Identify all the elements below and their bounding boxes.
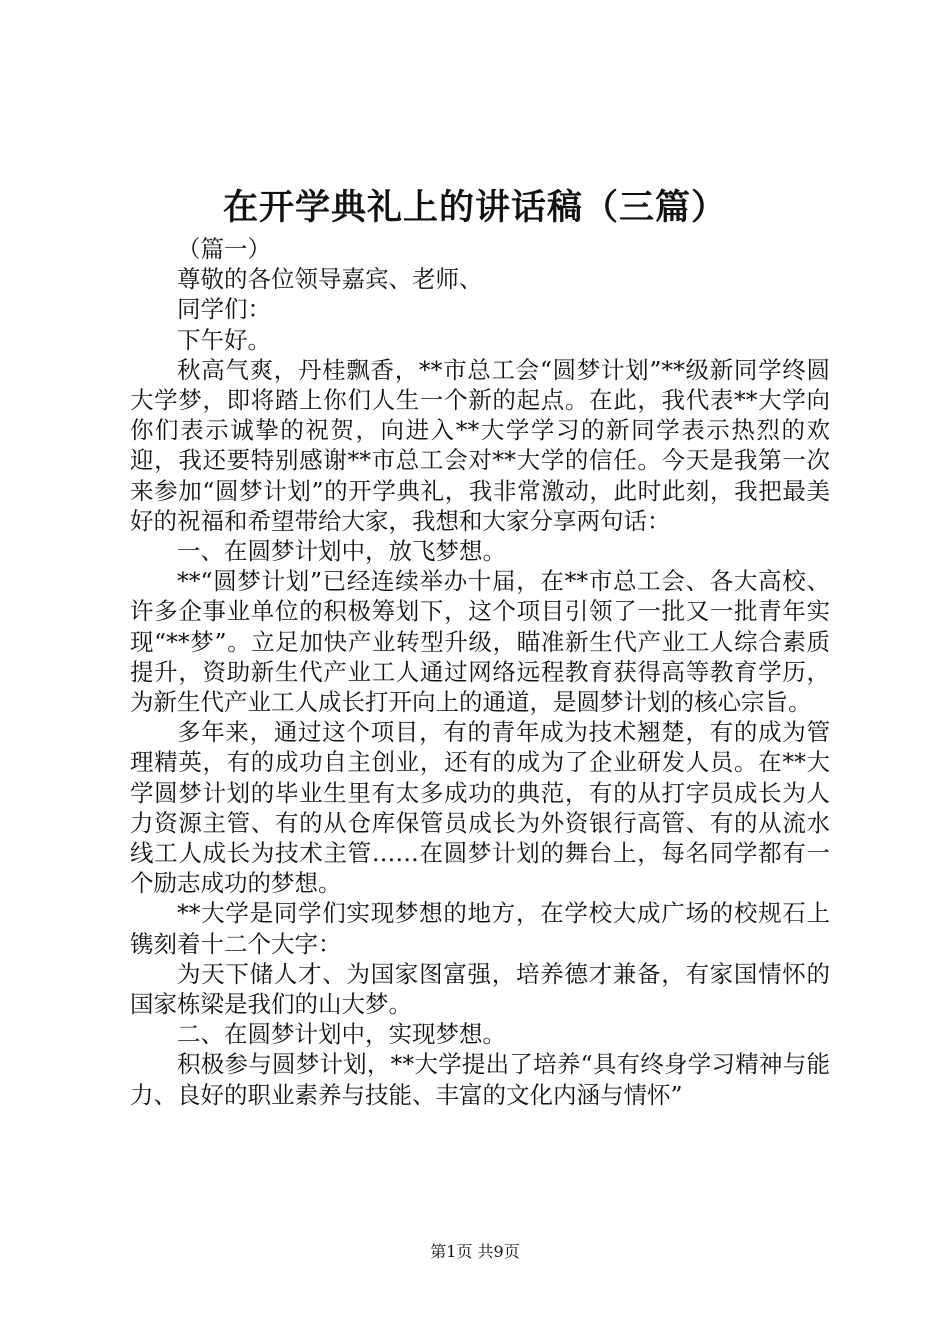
greeting: 下午好。 xyxy=(177,325,271,354)
body-paragraph: **大学是同学们实现梦想的地方，在学校大成广场的校规石上镌刻着十二个大字： xyxy=(130,899,830,958)
section-heading-1: 一、在圆梦计划中，放飞梦想。 xyxy=(177,537,506,566)
document-body xyxy=(130,234,830,1110)
body-paragraph: 积极参与圆梦计划，**大学提出了培养“具有终身学习精神与能力、良好的职业素养与技能、丰富的文化内涵与情怀” xyxy=(130,1050,830,1109)
salutation-line-2: 同学们： xyxy=(177,295,271,324)
page-number: 第1页 共9页 xyxy=(430,1242,520,1261)
body-paragraph: 秋高气爽，丹桂飘香，**市总工会“圆梦计划”**级新同学终圆大学梦，即将踏上你们人生一个新的起点。在此，我代表**大学向你们表示诚挚的祝贺，向进入**大学学习的新同学表示热烈的欢迎，我还要特别感谢**市总工会对**大学的信任。今天是我第一次来参加“圆梦计划”的开学典礼，我非常激动，此时此刻，我把最美好的祝福和希望带给大家，我想和大家分享两句话： xyxy=(130,355,830,535)
body-paragraph: 为天下储人才、为国家图富强，培养德才兼备，有家国情怀的国家栋梁是我们的山大梦。 xyxy=(130,959,830,1019)
body-paragraph: 多年来，通过这个项目，有的青年成为技术翘楚，有的成为管理精英，有的成功自主创业，还有的成为了企业研发人员。在**大学圆梦计划的毕业生里有太多成功的典范，有的从打字员成长为人力资源主管、有的从仓库保管员成长为外资银行高管、有的从流水线工人成长为技术主管……在圆梦计划的舞台上，每名同学都有一个励志成功的梦想。 xyxy=(130,718,830,898)
body-paragraph: **“圆梦计划”已经连续举办十届，在**市总工会、各大高校、许多企事业单位的积极筹划下，这个项目引领了一批又一批青年实现“**梦”。立足加快产业转型升级，瞄准新生代产业工人综合素质提升，资助新生代产业工人通过网络远程教育获得高等教育学历，为新生代产业工人成长打开向上的通道，是圆梦计划的核心宗旨。 xyxy=(130,567,830,717)
document-title: 在开学典礼上的讲话稿（三篇） xyxy=(222,187,727,228)
section-label: （篇一） xyxy=(177,235,271,263)
section-heading-2: 二、在圆梦计划中，实现梦想。 xyxy=(177,1020,506,1049)
salutation-line-1: 尊敬的各位领导嘉宾、老师、 xyxy=(177,265,483,294)
